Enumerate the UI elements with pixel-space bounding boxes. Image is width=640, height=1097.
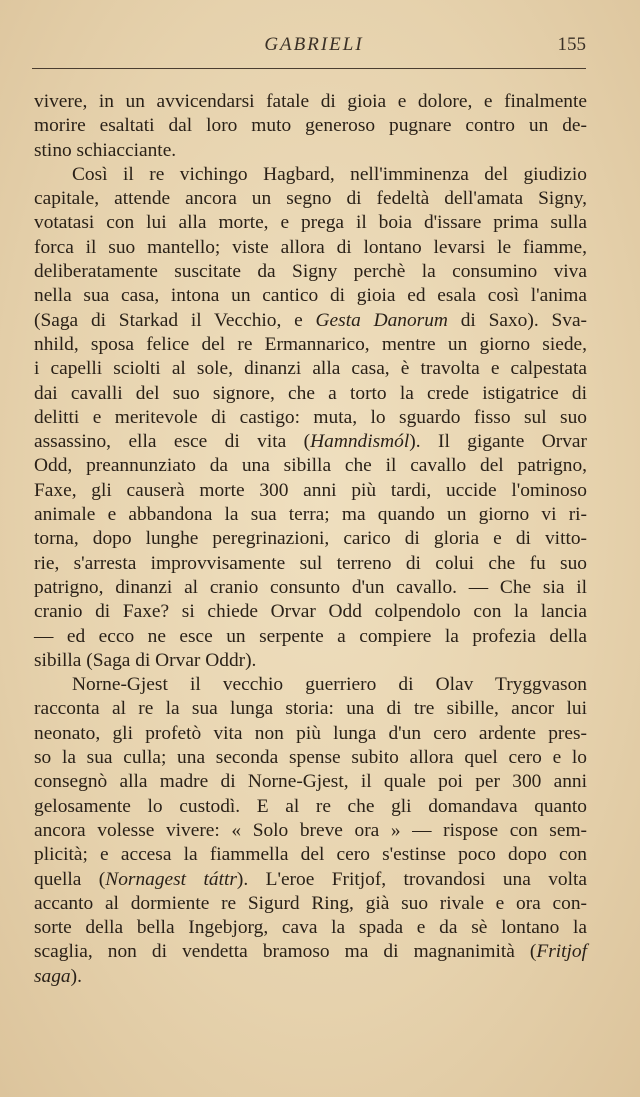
text-line [34, 284, 587, 308]
text-run: quella ( [34, 868, 106, 890]
text-run: dai cavalli del suo signore, che a torto la crede istigatrice di [34, 382, 587, 404]
text-run: capitale, attende ancora un segno di fedeltà dell'amata Signy, [34, 188, 587, 210]
text-line [34, 139, 587, 163]
text-line [34, 868, 587, 892]
text-line [34, 843, 587, 867]
header-rule [32, 68, 586, 69]
running-header [34, 34, 594, 62]
text-line [34, 625, 587, 649]
text-run: sorte della bella Ingebjorg, cava la spada e da sè lontano la [34, 917, 587, 939]
text-run: Così il re vichingo Hagbard, nell'imminenza del giudizio [72, 163, 587, 185]
text-line [34, 260, 587, 284]
text-line [34, 916, 587, 940]
text-run: torna, dopo lunghe peregrinazioni, carico di gloria e di vitto- [34, 528, 587, 550]
text-run: racconta al re la sua lunga storia: una di tre sibille, ancor lui [34, 698, 587, 720]
text-run: rie, s'arresta improvvisamente sul terreno di colui che fu suo [34, 552, 587, 574]
text-line [34, 236, 587, 260]
italic-title: Fritjof [536, 941, 587, 963]
text-line [34, 892, 587, 916]
body-text [34, 90, 587, 989]
text-line [34, 576, 587, 600]
text-run: Norne-Gjest il vecchio guerriero di Olav Tryggvason [72, 674, 587, 696]
text-line [34, 965, 587, 989]
text-run: Odd, preannunziato da una sibilla che il cavallo del patrigno, [34, 455, 587, 477]
text-run: (Saga di Starkad il Vecchio, e [34, 309, 316, 331]
text-run: gelosamente lo custodì. E al re che gli domandava quanto [34, 795, 587, 817]
text-run: accanto al dormiente re Sigurd Ring, già suo rivale e ora con- [34, 892, 587, 914]
text-line [34, 795, 587, 819]
text-run: vivere, in un avvicendarsi fatale di gioia e dolore, e finalmente [34, 91, 587, 112]
text-run: morire esaltati dal loro muto generoso pugnare contro un de- [34, 115, 587, 137]
text-line [34, 90, 587, 114]
text-line [34, 697, 587, 721]
italic-title: Gesta Danorum [315, 309, 448, 331]
italic-title: Hamndismól [310, 431, 410, 453]
text-line [34, 673, 587, 697]
text-line [34, 187, 587, 211]
text-line [34, 600, 587, 624]
text-line [34, 309, 587, 333]
text-line [34, 163, 587, 187]
text-run: nhild, sposa felice del re Ermannarico, mentre un giorno siede, [34, 333, 587, 355]
text-run: i capelli sciolti al sole, dinanzi alla casa, è travolta e calpestata [34, 358, 587, 380]
text-run: patrigno, dinanzi al cranio consunto d'un cavallo. — Che sia il [34, 576, 587, 598]
text-run: deliberatamente suscitate da Signy perchè la consumino viva [34, 261, 587, 283]
text-line [34, 357, 587, 381]
text-run: stino schiacciante. [34, 139, 177, 161]
text-run: votatasi con lui alla morte, e prega il boia d'issare prima sulla [34, 212, 587, 234]
italic-title: saga [34, 965, 71, 987]
text-line [34, 503, 587, 527]
text-run: cranio di Faxe? si chiede Orvar Odd colpendolo con la lancia [34, 601, 587, 623]
text-line [34, 527, 587, 551]
text-line [34, 454, 587, 478]
italic-title: Nornagest táttr [105, 868, 237, 890]
text-line [34, 722, 587, 746]
text-run: delitti e meritevole di castigo: muta, lo sguardo fisso sul suo [34, 406, 587, 428]
text-run: nella sua casa, intona un cantico di gioia ed esala così l'anima [34, 285, 587, 307]
page-number: 155 [557, 34, 586, 55]
text-line [34, 552, 587, 576]
text-run: ). L'eroe Fritjof, trovandosi una volta [236, 868, 588, 890]
text-run: neonato, gli profetò vita non più lunga d'un cero ardente pres- [34, 722, 587, 744]
text-run: plicità; e accesa la fiammella del cero s'estinse poco dopo con [34, 844, 587, 866]
text-line [34, 430, 587, 454]
text-line [34, 649, 587, 673]
text-run: animale e abbandona la sua terra; ma quando un giorno vi ri- [34, 504, 587, 526]
text-run: forca il suo mantello; viste allora di lontano levarsi le fiamme, [34, 236, 587, 258]
text-line [34, 819, 587, 843]
text-line [34, 333, 587, 357]
text-run: ). [70, 965, 82, 987]
text-line [34, 479, 587, 503]
text-line [34, 746, 587, 770]
text-line [34, 211, 587, 235]
text-run: assassino, ella esce di vita ( [34, 431, 311, 453]
text-line [34, 770, 587, 794]
running-title: GABRIELI [264, 34, 364, 55]
text-run: di Saxo). Sva- [447, 309, 588, 331]
text-run: so la sua culla; una seconda spense subito allora quel cero e lo [34, 747, 587, 769]
text-run: — ed ecco ne esce un serpente a compiere la profezia della [34, 625, 587, 647]
text-line [34, 406, 587, 430]
text-run: ancora volesse vivere: « Solo breve ora » — rispose con sem- [34, 819, 587, 841]
text-run: sibilla (Saga di Orvar Oddr). [34, 649, 257, 671]
text-run: ). Il gigante Orvar [409, 431, 587, 453]
text-run: Faxe, gli causerà morte 300 anni più tardi, uccide l'ominoso [34, 479, 587, 501]
text-line [34, 114, 587, 138]
text-run: scaglia, non di vendetta bramoso ma di magnanimità ( [34, 941, 537, 963]
text-run: consegnò alla madre di Norne-Gjest, il quale poi per 300 anni [34, 771, 587, 793]
text-line [34, 382, 587, 406]
text-line [34, 940, 587, 964]
